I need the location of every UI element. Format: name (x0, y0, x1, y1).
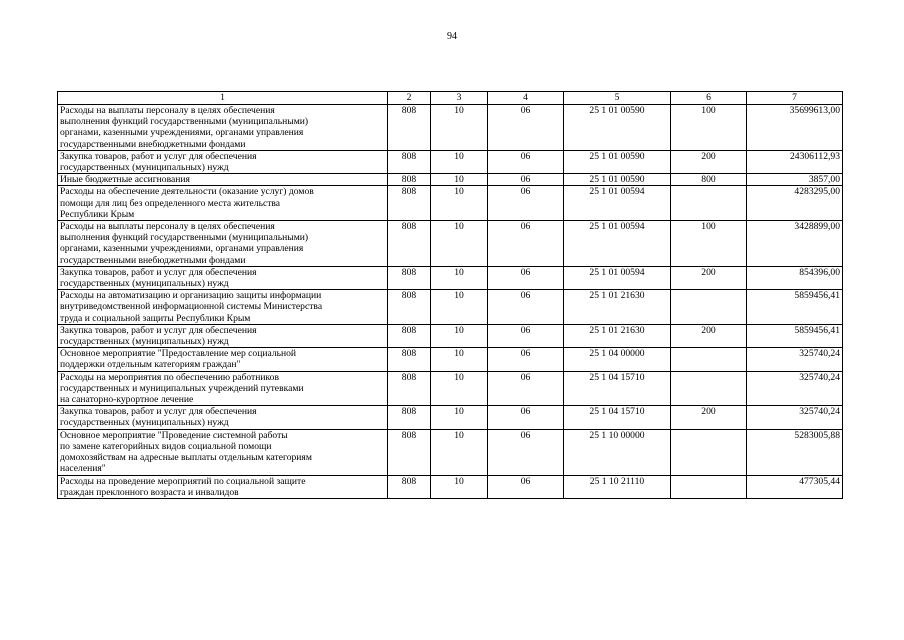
table-row (58, 324, 843, 347)
ministry-code-cell: 808 (388, 105, 431, 151)
column-header-1: 1 (58, 92, 388, 105)
target-article-cell: 25 1 10 21110 (564, 475, 671, 498)
table-row (58, 105, 843, 151)
table-row (58, 266, 843, 289)
target-article-cell: 25 1 01 00590 (564, 150, 671, 173)
column-header-4: 4 (488, 92, 564, 105)
amount-cell: 24306112,93 (747, 150, 843, 173)
target-article-cell: 25 1 04 15710 (564, 371, 671, 406)
expense-name-cell: Закупка товаров, работ и услуг для обеспечения государственных (муниципальных) нужд (58, 266, 388, 289)
expense-name-cell: Закупка товаров, работ и услуг для обеспечения государственных (муниципальных) нужд (58, 406, 388, 429)
expense-type-cell: 200 (671, 266, 747, 289)
subsection-cell: 06 (488, 429, 564, 475)
amount-cell: 325740,24 (747, 406, 843, 429)
expense-type-cell (671, 348, 747, 371)
table-row (58, 429, 843, 475)
amount-cell: 4283295,00 (747, 186, 843, 221)
target-article-cell: 25 1 01 21630 (564, 290, 671, 325)
expense-name-cell: Расходы на выплаты персоналу в целях обеспечения выполнения функций государственными (муниципальными) органами, казенными учреждениями, органами управления государственными внебюджетными фондами (58, 105, 388, 151)
ministry-code-cell: 808 (388, 221, 431, 267)
subsection-cell: 06 (488, 324, 564, 347)
subsection-cell: 06 (488, 105, 564, 151)
expense-name-cell: Расходы на мероприятия по обеспечению работников государственных и муниципальных учреждений путевками на санаторно-курортное лечение (58, 371, 388, 406)
target-article-cell: 25 1 01 00594 (564, 186, 671, 221)
expense-type-cell (671, 290, 747, 325)
target-article-cell: 25 1 01 00590 (564, 105, 671, 151)
expense-type-cell: 100 (671, 221, 747, 267)
expense-type-cell (671, 371, 747, 406)
ministry-code-cell: 808 (388, 324, 431, 347)
table-row (58, 475, 843, 498)
section-cell: 10 (431, 186, 488, 221)
table-body (58, 105, 843, 499)
subsection-cell: 06 (488, 221, 564, 267)
target-article-cell: 25 1 01 00590 (564, 174, 671, 186)
column-header-3: 3 (431, 92, 488, 105)
amount-cell: 5283005,88 (747, 429, 843, 475)
amount-cell: 3428899,00 (747, 221, 843, 267)
subsection-cell: 06 (488, 290, 564, 325)
target-article-cell: 25 1 01 21630 (564, 324, 671, 347)
subsection-cell: 06 (488, 266, 564, 289)
expense-type-cell (671, 186, 747, 221)
column-header-5: 5 (564, 92, 671, 105)
amount-cell: 325740,24 (747, 371, 843, 406)
subsection-cell: 06 (488, 406, 564, 429)
section-cell: 10 (431, 105, 488, 151)
table-row (58, 221, 843, 267)
amount-cell: 5859456,41 (747, 290, 843, 325)
expense-name-cell: Расходы на обеспечение деятельности (оказание услуг) домов помощи для лиц без определенного места жительства Республики Крым (58, 186, 388, 221)
expense-name-cell: Закупка товаров, работ и услуг для обеспечения государственных (муниципальных) нужд (58, 150, 388, 173)
ministry-code-cell: 808 (388, 174, 431, 186)
section-cell: 10 (431, 429, 488, 475)
ministry-code-cell: 808 (388, 406, 431, 429)
section-cell: 10 (431, 371, 488, 406)
table-row (58, 290, 843, 325)
amount-cell: 325740,24 (747, 348, 843, 371)
section-cell: 10 (431, 266, 488, 289)
expense-type-cell: 200 (671, 150, 747, 173)
expense-type-cell: 200 (671, 406, 747, 429)
table-row (58, 174, 843, 186)
column-header-6: 6 (671, 92, 747, 105)
expense-name-cell: Основное мероприятие "Проведение системной работы по замене категорийных видов социальной помощи домохозяйствам на адресные выплаты отдельным категориям населения" (58, 429, 388, 475)
expense-name-cell: Расходы на проведение мероприятий по социальной защите граждан преклонного возраста и инвалидов (58, 475, 388, 498)
expense-type-cell: 100 (671, 105, 747, 151)
expense-name-cell: Расходы на автоматизацию и организацию защиты информации внутриведомственной информационной системы Министерства труда и социальной защиты Республики Крым (58, 290, 388, 325)
table-row (58, 406, 843, 429)
subsection-cell: 06 (488, 371, 564, 406)
expense-type-cell (671, 429, 747, 475)
table-header-row (58, 92, 843, 105)
target-article-cell: 25 1 04 15710 (564, 406, 671, 429)
expense-name-cell: Иные бюджетные ассигнования (58, 174, 388, 186)
expense-name-cell: Основное мероприятие "Предоставление мер социальной поддержки отдельным категориям граждан" (58, 348, 388, 371)
expense-name-cell: Расходы на выплаты персоналу в целях обеспечения выполнения функций государственными (муниципальными) органами, казенными учреждениями, органами управления государственными внебюджетными фондами (58, 221, 388, 267)
subsection-cell: 06 (488, 186, 564, 221)
ministry-code-cell: 808 (388, 290, 431, 325)
target-article-cell: 25 1 04 00000 (564, 348, 671, 371)
section-cell: 10 (431, 324, 488, 347)
section-cell: 10 (431, 290, 488, 325)
expense-type-cell: 200 (671, 324, 747, 347)
column-header-7: 7 (747, 92, 843, 105)
section-cell: 10 (431, 174, 488, 186)
table-row (58, 371, 843, 406)
ministry-code-cell: 808 (388, 371, 431, 406)
ministry-code-cell: 808 (388, 150, 431, 173)
amount-cell: 5859456,41 (747, 324, 843, 347)
amount-cell: 854396,00 (747, 266, 843, 289)
subsection-cell: 06 (488, 475, 564, 498)
ministry-code-cell: 808 (388, 348, 431, 371)
ministry-code-cell: 808 (388, 186, 431, 221)
expense-type-cell: 800 (671, 174, 747, 186)
subsection-cell: 06 (488, 348, 564, 371)
expense-type-cell (671, 475, 747, 498)
ministry-code-cell: 808 (388, 266, 431, 289)
ministry-code-cell: 808 (388, 475, 431, 498)
target-article-cell: 25 1 01 00594 (564, 221, 671, 267)
expense-name-cell: Закупка товаров, работ и услуг для обеспечения государственных (муниципальных) нужд (58, 324, 388, 347)
section-cell: 10 (431, 150, 488, 173)
target-article-cell: 25 1 10 00000 (564, 429, 671, 475)
subsection-cell: 06 (488, 150, 564, 173)
table-row (58, 186, 843, 221)
section-cell: 10 (431, 348, 488, 371)
section-cell: 10 (431, 221, 488, 267)
table-row (58, 348, 843, 371)
amount-cell: 477305,44 (747, 475, 843, 498)
amount-cell: 35699613,00 (747, 105, 843, 151)
amount-cell: 3857,00 (747, 174, 843, 186)
target-article-cell: 25 1 01 00594 (564, 266, 671, 289)
subsection-cell: 06 (488, 174, 564, 186)
ministry-code-cell: 808 (388, 429, 431, 475)
page-number: 94 (447, 31, 457, 42)
table-row (58, 150, 843, 173)
section-cell: 10 (431, 406, 488, 429)
budget-table (57, 91, 843, 499)
column-header-2: 2 (388, 92, 431, 105)
section-cell: 10 (431, 475, 488, 498)
